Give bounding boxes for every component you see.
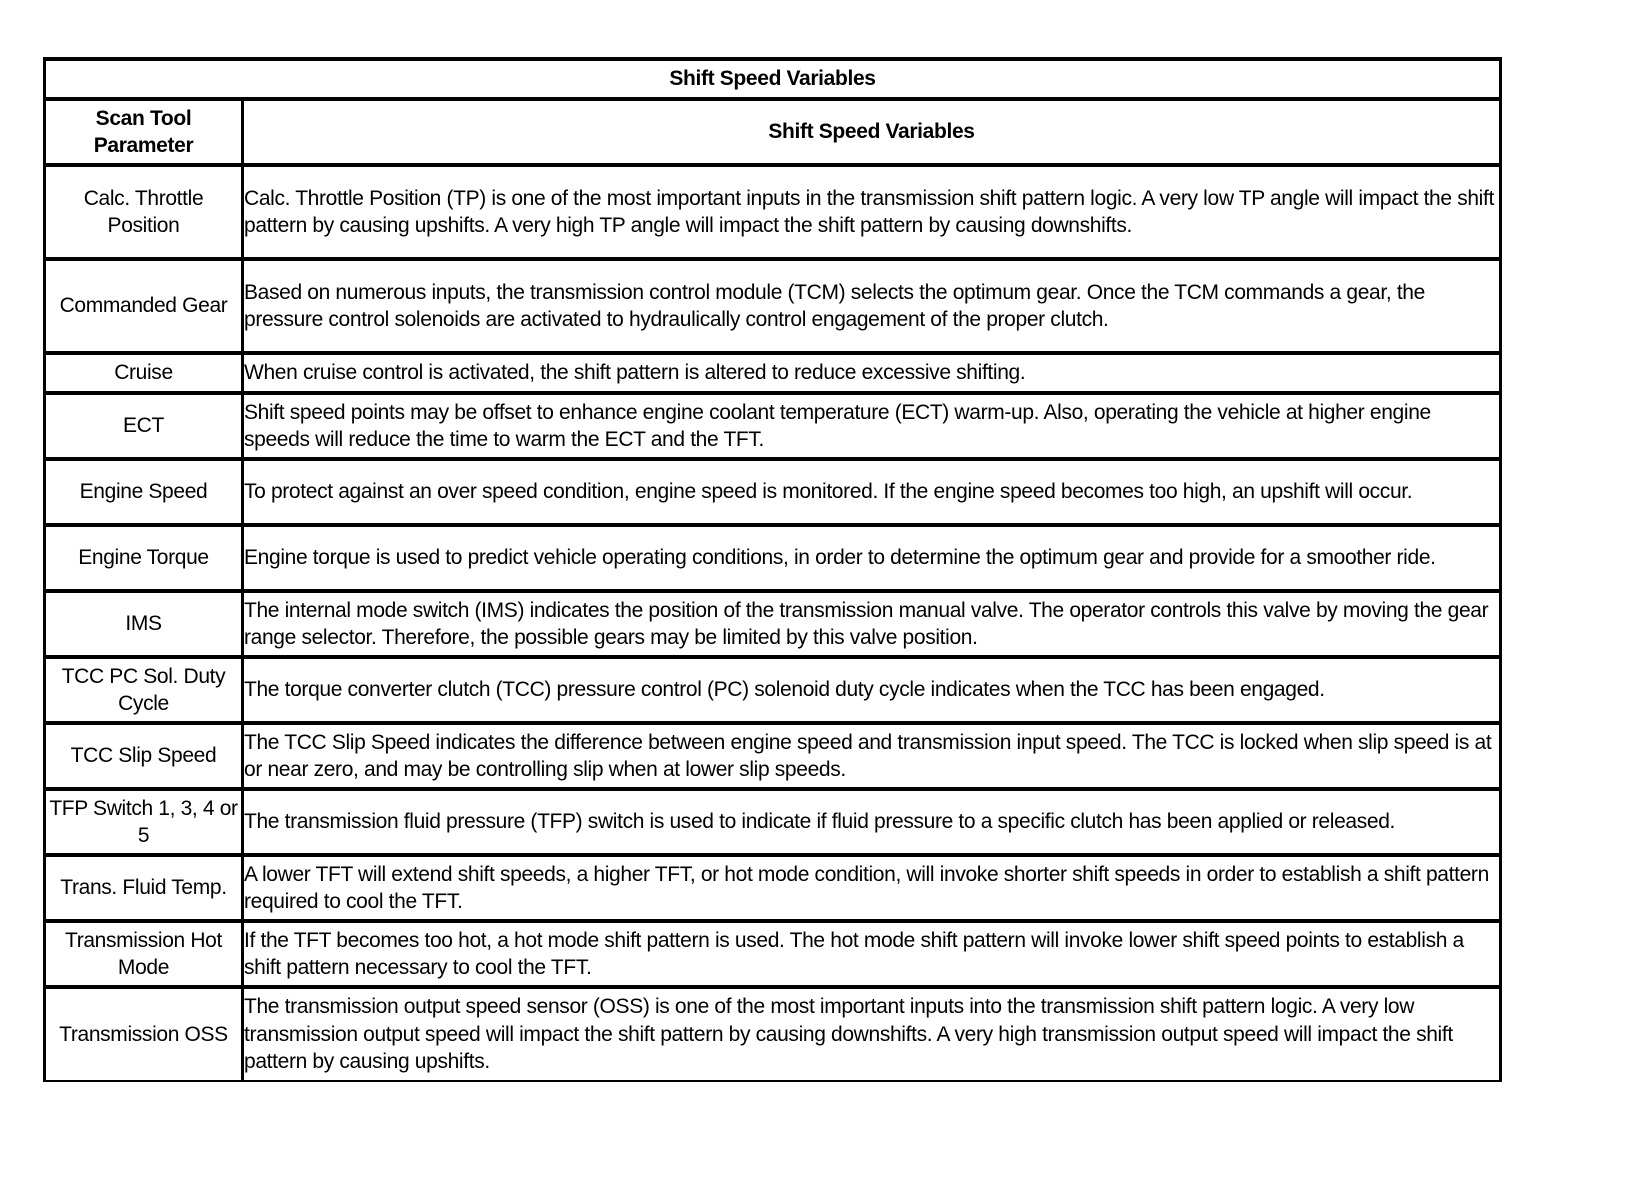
parameter-cell: Engine Torque	[45, 525, 243, 591]
description-cell: The TCC Slip Speed indicates the difference between engine speed and transmission input speed. The TCC is locked when slip speed is at or near zero, and may be controlling slip when at lower slip speeds.	[243, 723, 1501, 789]
table-row	[45, 921, 1501, 987]
table-row	[45, 723, 1501, 789]
table-row	[45, 353, 1501, 393]
parameter-cell: TFP Switch 1, 3, 4 or 5	[45, 789, 243, 855]
table-row	[45, 259, 1501, 353]
table-row	[45, 591, 1501, 657]
table-header-row	[45, 99, 1501, 165]
description-cell: If the TFT becomes too hot, a hot mode shift pattern is used. The hot mode shift pattern will invoke lower shift speed points to establish a shift pattern necessary to cool the TFT.	[243, 921, 1501, 987]
table-row	[45, 855, 1501, 921]
table-row	[45, 165, 1501, 259]
column-header-description: Shift Speed Variables	[243, 99, 1501, 165]
table-row	[45, 525, 1501, 591]
parameter-cell: TCC Slip Speed	[45, 723, 243, 789]
table-row	[45, 393, 1501, 459]
parameter-cell: Calc. Throttle Position	[45, 165, 243, 259]
parameter-cell: IMS	[45, 591, 243, 657]
parameter-cell: Trans. Fluid Temp.	[45, 855, 243, 921]
document-page	[43, 57, 1499, 1082]
parameter-cell: Transmission OSS	[45, 987, 243, 1081]
table-title: Shift Speed Variables	[45, 59, 1501, 99]
description-cell: To protect against an over speed condition, engine speed is monitored. If the engine speed becomes too high, an upshift will occur.	[243, 459, 1501, 525]
description-cell: Based on numerous inputs, the transmission control module (TCM) selects the optimum gear. Once the TCM commands a gear, the pressure control solenoids are activated to hydraulically control engagement of the proper clutch.	[243, 259, 1501, 353]
parameter-cell: ECT	[45, 393, 243, 459]
description-cell: Engine torque is used to predict vehicle operating conditions, in order to determine the optimum gear and provide for a smoother ride.	[243, 525, 1501, 591]
parameter-cell: Engine Speed	[45, 459, 243, 525]
parameter-cell: Cruise	[45, 353, 243, 393]
shift-speed-variables-table	[43, 57, 1502, 1082]
description-cell: The internal mode switch (IMS) indicates the position of the transmission manual valve. The operator controls this valve by moving the gear range selector. Therefore, the possible gears may be limited by this valve position.	[243, 591, 1501, 657]
table-row	[45, 657, 1501, 723]
table-row	[45, 789, 1501, 855]
description-cell: A lower TFT will extend shift speeds, a higher TFT, or hot mode condition, will invoke shorter shift speeds in order to establish a shift pattern required to cool the TFT.	[243, 855, 1501, 921]
table-title-row	[45, 59, 1501, 99]
table-row	[45, 459, 1501, 525]
description-cell: When cruise control is activated, the shift pattern is altered to reduce excessive shifting.	[243, 353, 1501, 393]
parameter-cell: TCC PC Sol. Duty Cycle	[45, 657, 243, 723]
description-cell: The transmission output speed sensor (OSS) is one of the most important inputs into the transmission shift pattern logic. A very low transmission output speed will impact the shift pattern by causing downshifts. A very high transmission output speed will impact the shift pattern by causing upshifts.	[243, 987, 1501, 1081]
column-header-parameter: Scan Tool Parameter	[45, 99, 243, 165]
description-cell: Calc. Throttle Position (TP) is one of the most important inputs in the transmission shift pattern logic. A very low TP angle will impact the shift pattern by causing upshifts. A very high TP angle will impact the shift pattern by causing downshifts.	[243, 165, 1501, 259]
parameter-cell: Commanded Gear	[45, 259, 243, 353]
description-cell: The torque converter clutch (TCC) pressure control (PC) solenoid duty cycle indicates when the TCC has been engaged.	[243, 657, 1501, 723]
table-row	[45, 987, 1501, 1081]
description-cell: Shift speed points may be offset to enhance engine coolant temperature (ECT) warm-up. Also, operating the vehicle at higher engine speeds will reduce the time to warm the ECT and the TFT.	[243, 393, 1501, 459]
description-cell: The transmission fluid pressure (TFP) switch is used to indicate if fluid pressure to a specific clutch has been applied or released.	[243, 789, 1501, 855]
parameter-cell: Transmission Hot Mode	[45, 921, 243, 987]
